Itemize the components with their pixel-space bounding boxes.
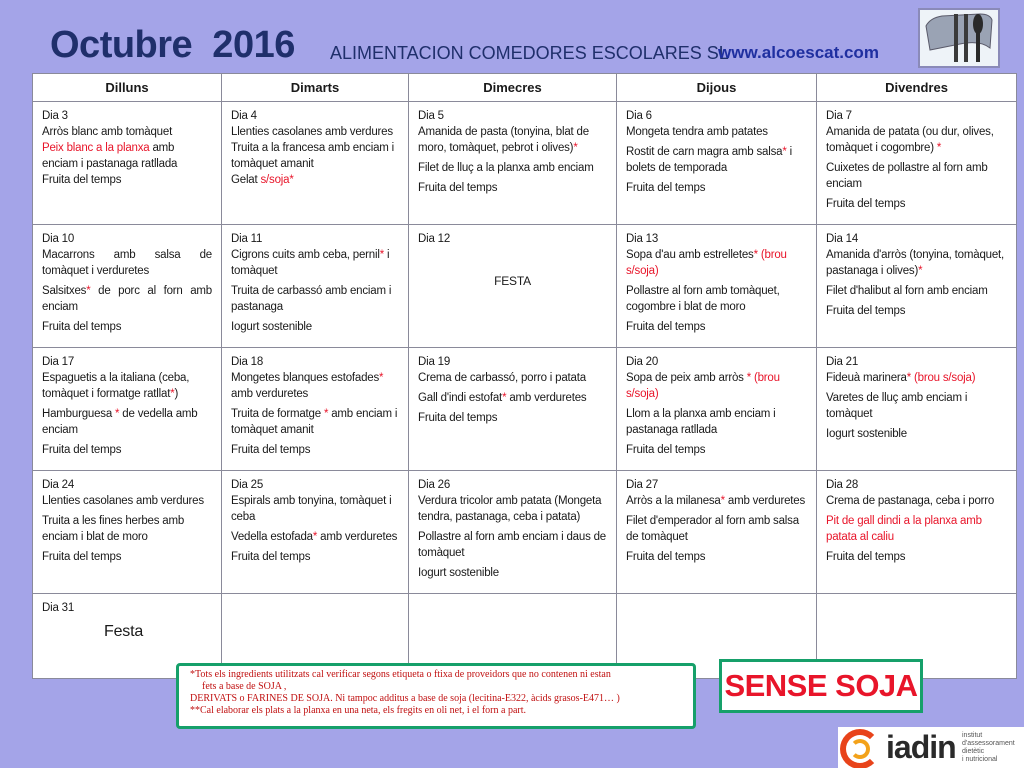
day-number: Dia 20 xyxy=(626,356,659,368)
note-line: DERIVATS o FARINES DE SOJA. Ni tampoc additus a base de soja (lecitina-E322, àcids grasos-E471… ) xyxy=(190,693,620,704)
menu-dish xyxy=(418,493,607,525)
menu-dish xyxy=(231,549,399,565)
dish-text: Filet d'halibut al forn amb enciam xyxy=(826,285,988,297)
weekday-header: Dijous xyxy=(617,74,817,102)
day-cell xyxy=(617,102,817,225)
weekday-header: Divendres xyxy=(817,74,1017,102)
dish-text: Vedella estofada xyxy=(231,531,313,543)
menu-dish xyxy=(418,124,607,156)
menu-dish xyxy=(418,370,607,386)
weekday-header: Dimarts xyxy=(222,74,409,102)
dish-text: amb verduretes xyxy=(724,495,806,507)
allergen-text: * (brou s/soja) xyxy=(906,372,976,384)
menu-dish xyxy=(418,390,607,406)
day-cell xyxy=(222,102,409,225)
dish-text: Truita de carbassó amb enciam i pastanaga xyxy=(231,285,392,313)
menu-dish xyxy=(418,529,607,561)
day-cell xyxy=(33,102,222,225)
allergen-text: * (brou s/soja) xyxy=(626,372,780,400)
menu-dish xyxy=(826,124,1007,156)
day-cell xyxy=(409,102,617,225)
day-cell xyxy=(617,471,817,594)
allergen-text: * xyxy=(918,265,923,277)
day-cell xyxy=(817,348,1017,471)
allergen-text: * xyxy=(115,408,120,420)
day-number: Dia 18 xyxy=(231,356,264,368)
day-number: Dia 17 xyxy=(42,356,75,368)
menu-table xyxy=(32,73,1017,679)
dish-text: Fruita del temps xyxy=(42,174,122,186)
dish-text: amb verduretes xyxy=(317,531,398,543)
menu-dish xyxy=(231,247,399,279)
menu-dish xyxy=(826,303,1007,319)
dish-text: de vedella amb enciam xyxy=(42,408,198,436)
dish-text: Verdura tricolor amb patata (Mongeta tendra, pastanaga, ceba i patata) xyxy=(418,495,602,523)
week-row xyxy=(33,348,1017,471)
dish-text: Gall d'indi estofat xyxy=(418,392,503,404)
dish-text: Sopa de peix amb arròs xyxy=(626,372,747,384)
menu-dish xyxy=(626,247,807,279)
menu-dish xyxy=(42,319,212,335)
menu-dish xyxy=(42,140,212,172)
allergen-text: * xyxy=(502,392,507,404)
dish-text: Sopa d'au amb estrelletes xyxy=(626,249,754,261)
allergen-text: * (brou s/soja) xyxy=(626,249,787,277)
day-cell xyxy=(222,225,409,348)
day-number: Dia 27 xyxy=(626,479,659,491)
menu-dish xyxy=(231,124,399,140)
day-number: Dia 6 xyxy=(626,110,652,122)
dish-text: Pollastre al forn amb tomàquet, cogombre i blat de moro xyxy=(626,285,780,313)
day-cell xyxy=(817,471,1017,594)
dish-text: Fruita del temps xyxy=(42,444,122,456)
day-cell xyxy=(33,471,222,594)
week-row xyxy=(33,225,1017,348)
dish-text: Amanida de patata (ou dur, olives, tomàquet i cogombre) xyxy=(826,126,994,154)
dish-text: amb verduretes xyxy=(506,392,587,404)
menu-dish xyxy=(826,196,1007,212)
dish-text: Fruita del temps xyxy=(42,321,122,333)
logo-subtitle-line: i nutricional xyxy=(962,756,998,763)
day-cell xyxy=(409,225,617,348)
day-number: Dia 21 xyxy=(826,356,859,368)
day-cell xyxy=(222,348,409,471)
website-link[interactable]: www.alcoescat.com xyxy=(718,43,879,62)
day-cell xyxy=(617,348,817,471)
dish-text: Arròs blanc amb tomàquet xyxy=(42,126,173,138)
logo-name: iadin xyxy=(886,729,956,765)
allergen-text: * xyxy=(312,531,318,543)
allergen-text: s/soja* xyxy=(260,174,294,186)
company-name: ALIMENTACION COMEDORES ESCOLARES SL xyxy=(330,43,729,63)
dish-text: Gelat xyxy=(231,174,261,186)
menu-dish xyxy=(826,493,1007,509)
day-number: Dia 19 xyxy=(418,356,451,368)
day-cell xyxy=(409,348,617,471)
menu-dish xyxy=(626,549,807,565)
menu-dish xyxy=(231,442,399,458)
dish-text: Mongetes blanques estofades xyxy=(231,372,380,384)
menu-dish xyxy=(42,493,212,509)
logo-subtitle-line: dietètic xyxy=(962,748,985,755)
dish-text: Iogurt sostenible xyxy=(231,321,312,333)
dish-text: amb verduretes xyxy=(231,388,309,400)
dish-text: i bolets de temporada xyxy=(626,146,792,174)
menu-dish xyxy=(231,493,399,525)
dish-text: Truita a la francesa amb enciam i tomàquet amanit xyxy=(231,142,394,170)
menu-dish xyxy=(826,513,1007,545)
day-cell xyxy=(33,348,222,471)
menu-dish xyxy=(42,247,212,279)
holiday-label: Festa xyxy=(104,623,144,640)
dish-text: Fruita del temps xyxy=(231,551,311,563)
dish-text: Fruita del temps xyxy=(42,551,122,563)
dish-text: Salsitxes xyxy=(42,285,87,297)
menu-dish xyxy=(418,160,607,176)
cutlery-icon xyxy=(918,8,1000,68)
menu-dish xyxy=(626,180,807,196)
day-number: Dia 25 xyxy=(231,479,264,491)
dish-text: Macarrons amb salsa de tomàquet i verduretes xyxy=(42,249,212,277)
day-number: Dia 31 xyxy=(42,602,75,614)
menu-dish xyxy=(826,370,1007,386)
day-number: Dia 11 xyxy=(231,233,263,245)
allergen-text: * xyxy=(720,495,725,507)
dish-text: Llenties casolanes amb verdures xyxy=(231,126,393,138)
menu-dish xyxy=(626,124,807,140)
menu-dish xyxy=(826,160,1007,192)
iadin-logo xyxy=(838,727,1024,768)
allergen-text: * xyxy=(86,285,91,297)
menu-dish xyxy=(626,513,807,545)
dish-text: Fruita del temps xyxy=(418,182,498,194)
allergen-text: * xyxy=(379,249,384,261)
dish-text: Espirals amb tonyina, tomàquet i ceba xyxy=(231,495,392,523)
menu-dish xyxy=(231,172,399,188)
menu-dish xyxy=(42,172,212,188)
dish-text: Llenties casolanes amb verdures xyxy=(42,495,204,507)
dish-text: Fruita del temps xyxy=(826,198,906,210)
day-number: Dia 10 xyxy=(42,233,75,245)
logo-subtitle-line: d'assessorament xyxy=(962,740,1015,747)
menu-dish xyxy=(42,513,212,545)
menu-dish xyxy=(826,247,1007,279)
dish-text: amb enciam i pastanaga ratllada xyxy=(42,142,178,170)
dish-text: Hamburguesa xyxy=(42,408,116,420)
day-cell xyxy=(817,102,1017,225)
dish-text: Arròs a la milanesa xyxy=(626,495,721,507)
dish-text: Fruita del temps xyxy=(231,444,311,456)
dish-text: Fruita del temps xyxy=(826,551,906,563)
day-number: Dia 12 xyxy=(418,233,451,245)
allergen-text: * xyxy=(379,372,384,384)
dish-text: Amanida de pasta (tonyina, blat de moro, tomàquet, pebrot i olives) xyxy=(418,126,589,154)
allergen-text: Pit de gall dindi a la planxa amb patata al caliu xyxy=(826,515,982,543)
dish-text: Rostit de carn magra amb salsa xyxy=(626,146,783,158)
dish-text: Cigrons cuits amb ceba, pernil xyxy=(231,249,380,261)
menu-dish xyxy=(42,283,212,315)
dish-text: Cuixetes de pollastre al forn amb enciam xyxy=(826,162,988,190)
allergen-notes xyxy=(176,663,696,729)
menu-dish xyxy=(626,144,807,176)
day-number: Dia 3 xyxy=(42,110,68,122)
holiday-label: FESTA xyxy=(494,274,531,288)
allergen-text: * xyxy=(170,388,175,400)
menu-dish xyxy=(42,442,212,458)
note-line: fets a base de SOJA , xyxy=(202,681,287,692)
dish-text: Varetes de lluç amb enciam i tomàquet xyxy=(826,392,968,420)
menu-dish xyxy=(231,319,399,335)
menu-dish xyxy=(42,406,212,438)
dish-text: Llom a la planxa amb enciam i pastanaga ratllada xyxy=(626,408,776,436)
day-number: Dia 28 xyxy=(826,479,859,491)
dish-text: Truita de formatge xyxy=(231,408,324,420)
menu-dish xyxy=(626,283,807,315)
day-number: Dia 24 xyxy=(42,479,75,491)
logo-inner-ring-icon xyxy=(850,739,870,759)
dish-text: Fruita del temps xyxy=(626,182,706,194)
logo-subtitle xyxy=(962,732,1024,764)
weekday-header: Dimecres xyxy=(409,74,617,102)
note-line: **Cal elaborar els plats a la planxa en una neta, els fregits en oli net, i el forn a part. xyxy=(190,705,526,716)
menu-dish xyxy=(231,370,399,402)
menu-dish xyxy=(418,410,607,426)
dish-text: i tomàquet xyxy=(231,249,390,277)
dish-text: Fruita del temps xyxy=(418,412,498,424)
day-number: Dia 4 xyxy=(231,110,257,122)
menu-dish xyxy=(626,442,807,458)
dish-text: amb enciam i tomàquet amanit xyxy=(231,408,398,436)
day-cell xyxy=(617,225,817,348)
menu-dish xyxy=(231,140,399,172)
menu-dish xyxy=(231,283,399,315)
day-number: Dia 13 xyxy=(626,233,659,245)
dish-text: Fruita del temps xyxy=(626,321,706,333)
menu-dish xyxy=(42,549,212,565)
allergen-text: * xyxy=(323,408,329,420)
menu-dish xyxy=(42,370,212,402)
menu-dish xyxy=(231,529,399,545)
menu-dish xyxy=(826,283,1007,299)
menu-dish xyxy=(418,565,607,581)
dish-text: Filet d'emperador al forn amb salsa de tomàquet xyxy=(626,515,799,543)
dish-text: ) xyxy=(174,388,179,400)
day-number: Dia 7 xyxy=(826,110,852,122)
menu-dish xyxy=(231,406,399,438)
day-cell xyxy=(222,471,409,594)
allergen-text: * xyxy=(936,142,942,154)
menu-dish xyxy=(826,426,1007,442)
day-cell xyxy=(817,225,1017,348)
allergen-text: * xyxy=(573,142,578,154)
dish-text: Fruita del temps xyxy=(626,551,706,563)
logo-subtitle-line: institut xyxy=(962,732,983,739)
menu-dish xyxy=(626,493,807,509)
dish-text: Crema de pastanaga, ceba i porro xyxy=(826,495,995,507)
allergen-text: * xyxy=(782,146,787,158)
dish-text: Mongeta tendra amb patates xyxy=(626,126,768,138)
dish-text: Fruita del temps xyxy=(626,444,706,456)
menu-dish xyxy=(418,180,607,196)
allergen-text: Peix blanc a la planxa xyxy=(42,142,150,154)
menu-dish xyxy=(826,390,1007,422)
weekday-header: Dilluns xyxy=(33,74,222,102)
dish-text: Pollastre al forn amb enciam i daus de tomàquet xyxy=(418,531,607,559)
day-number: Dia 5 xyxy=(418,110,444,122)
dish-text: Espaguetis a la italiana (ceba, tomàquet i formatge ratllat xyxy=(42,372,190,400)
day-cell xyxy=(409,471,617,594)
menu-dish xyxy=(626,370,807,402)
dish-text: Truita a les fines herbes amb enciam i blat de moro xyxy=(42,515,185,543)
menu-dish xyxy=(626,319,807,335)
menu-dish xyxy=(626,406,807,438)
menu-dish xyxy=(42,124,212,140)
weekday-header-row xyxy=(33,74,1017,102)
week-row xyxy=(33,471,1017,594)
day-number: Dia 14 xyxy=(826,233,859,245)
day-number: Dia 26 xyxy=(418,479,451,491)
menu-dish xyxy=(826,549,1007,565)
note-line: *Tots els ingredients utilitzats cal verificar segons etiqueta o ftixa de proveidors que no contenen ni estan xyxy=(190,669,611,680)
dish-text: Amanida d'arròs (tonyina, tomàquet, pastanaga i olives) xyxy=(826,249,1005,277)
dish-text: Iogurt sostenible xyxy=(418,567,499,579)
dish-text: Crema de carbassó, porro i patata xyxy=(418,372,586,384)
dish-text: Iogurt sostenible xyxy=(826,428,907,440)
dish-text: Fideuà marinera xyxy=(826,372,907,384)
soy-free-badge: SENSE SOJA xyxy=(719,659,923,713)
page-title: Octubre 2016 xyxy=(50,24,295,66)
week-row xyxy=(33,102,1017,225)
day-cell xyxy=(33,225,222,348)
dish-text: de porc al forn amb enciam xyxy=(42,285,212,313)
dish-text: Filet de lluç a la planxa amb enciam xyxy=(418,162,594,174)
dish-text: Fruita del temps xyxy=(826,305,906,317)
